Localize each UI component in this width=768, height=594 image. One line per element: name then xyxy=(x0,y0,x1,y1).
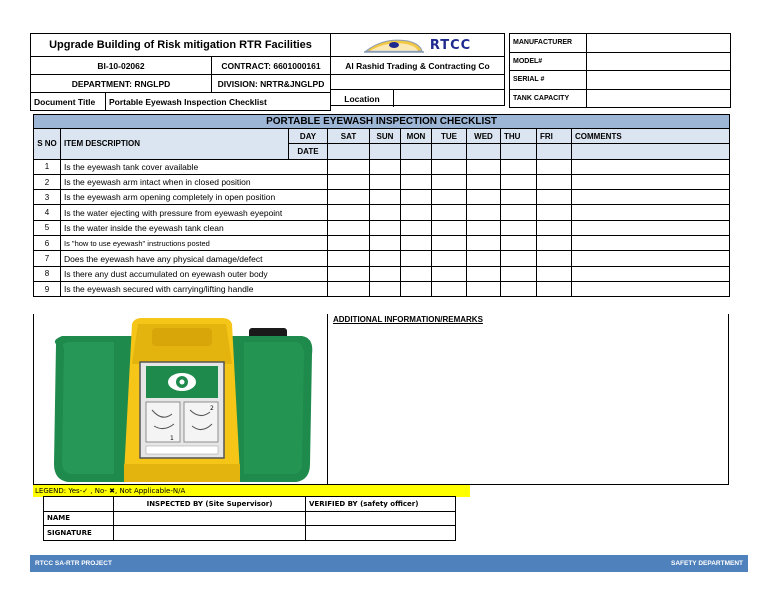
date-cell-fri[interactable] xyxy=(537,144,572,159)
check-cell[interactable] xyxy=(328,174,370,189)
document-title-value: Portable Eyewash Inspection Checklist xyxy=(106,93,331,111)
document-number: BI-10-02062 xyxy=(31,57,212,75)
item-number: 6 xyxy=(34,236,61,251)
check-cell[interactable] xyxy=(537,159,572,174)
svg-text:2: 2 xyxy=(210,405,214,412)
table-row xyxy=(34,236,730,251)
check-cell[interactable] xyxy=(501,281,537,296)
check-cell[interactable] xyxy=(467,174,501,189)
day-header-thu: THU xyxy=(501,129,537,144)
item-description: Is the eyewash secured with carrying/lifting handle xyxy=(61,281,328,296)
check-cell[interactable] xyxy=(537,281,572,296)
lower-section xyxy=(33,314,729,485)
day-header-fri: FRI xyxy=(537,129,572,144)
comments-header: COMMENTS xyxy=(572,129,730,144)
check-cell[interactable] xyxy=(432,281,467,296)
serial-value[interactable] xyxy=(587,71,731,90)
table-row xyxy=(34,281,730,296)
date-cell-wed[interactable] xyxy=(467,144,501,159)
check-cell[interactable] xyxy=(537,251,572,266)
date-cell-sun[interactable] xyxy=(370,144,401,159)
check-cell[interactable] xyxy=(370,205,401,220)
date-cell-mon[interactable] xyxy=(401,144,432,159)
eyewash-image-cell xyxy=(34,314,328,484)
footer-department: SAFETY DEPARTMENT xyxy=(671,560,743,567)
table-row xyxy=(34,205,730,220)
check-cell[interactable] xyxy=(401,159,432,174)
item-number: 4 xyxy=(34,205,61,220)
inspected-by-header: INSPECTED BY (Site Supervisor) xyxy=(114,497,306,512)
company-name: Al Rashid Trading & Contracting Co xyxy=(331,57,504,75)
check-cell[interactable] xyxy=(401,251,432,266)
check-cell[interactable] xyxy=(432,266,467,281)
check-cell[interactable] xyxy=(328,205,370,220)
check-cell[interactable] xyxy=(501,251,537,266)
table-row xyxy=(34,159,730,174)
item-description: Is the eyewash tank cover available xyxy=(61,159,328,174)
department: DEPARTMENT: RNGLPD xyxy=(31,75,212,93)
checklist-title: PORTABLE EYEWASH INSPECTION CHECKLIST xyxy=(34,115,730,129)
check-cell[interactable] xyxy=(328,281,370,296)
check-cell[interactable] xyxy=(401,266,432,281)
location-row xyxy=(331,89,504,107)
check-cell[interactable] xyxy=(501,159,537,174)
check-cell[interactable] xyxy=(501,190,537,205)
check-cell[interactable] xyxy=(401,220,432,235)
table-row xyxy=(34,266,730,281)
inspector-signature-field[interactable] xyxy=(114,526,306,541)
check-cell[interactable] xyxy=(501,174,537,189)
check-cell[interactable] xyxy=(467,251,501,266)
tank-capacity-value[interactable] xyxy=(587,89,731,108)
comment-cell[interactable] xyxy=(572,251,730,266)
item-number: 3 xyxy=(34,190,61,205)
check-cell[interactable] xyxy=(401,190,432,205)
item-description: Is the water inside the eyewash tank clean xyxy=(61,220,328,235)
check-cell[interactable] xyxy=(501,236,537,251)
check-cell[interactable] xyxy=(370,220,401,235)
svg-text:1: 1 xyxy=(170,435,174,442)
item-description: Does the eyewash have any physical damage/defect xyxy=(61,251,328,266)
check-cell[interactable] xyxy=(432,190,467,205)
comment-cell[interactable] xyxy=(572,236,730,251)
verifier-name-field[interactable] xyxy=(306,511,456,526)
signature-label: SIGNATURE xyxy=(44,526,114,541)
date-cell-tue[interactable] xyxy=(432,144,467,159)
location-value[interactable] xyxy=(394,90,506,107)
inspector-name-field[interactable] xyxy=(114,511,306,526)
check-cell[interactable] xyxy=(328,220,370,235)
check-cell[interactable] xyxy=(328,190,370,205)
check-cell[interactable] xyxy=(432,220,467,235)
comment-cell[interactable] xyxy=(572,281,730,296)
check-cell[interactable] xyxy=(370,266,401,281)
division: DIVISION: NRTR&JNGLPD xyxy=(212,75,331,93)
check-cell[interactable] xyxy=(370,251,401,266)
check-cell[interactable] xyxy=(537,236,572,251)
check-cell[interactable] xyxy=(401,236,432,251)
item-number: 9 xyxy=(34,281,61,296)
equipment-info-table xyxy=(509,33,731,108)
model-label: MODEL# xyxy=(510,52,587,71)
check-cell[interactable] xyxy=(467,220,501,235)
signature-corner-cell xyxy=(44,497,114,512)
check-cell[interactable] xyxy=(401,281,432,296)
check-cell[interactable] xyxy=(537,190,572,205)
serial-label: SERIAL # xyxy=(510,71,587,90)
item-description: Is "how to use eyewash" instructions posted xyxy=(61,236,328,251)
check-cell[interactable] xyxy=(432,174,467,189)
table-row xyxy=(34,220,730,235)
model-value[interactable] xyxy=(587,52,731,71)
date-cell-comments[interactable] xyxy=(572,144,730,159)
page-footer xyxy=(30,555,748,572)
day-header-sun: SUN xyxy=(370,129,401,144)
check-cell[interactable] xyxy=(401,174,432,189)
check-cell[interactable] xyxy=(467,159,501,174)
comment-cell[interactable] xyxy=(572,220,730,235)
item-description-header: ITEM DESCRIPTION xyxy=(61,129,289,160)
location-label: Location xyxy=(331,90,394,107)
comment-cell[interactable] xyxy=(572,205,730,220)
day-header-sat: SAT xyxy=(328,129,370,144)
check-cell[interactable] xyxy=(328,236,370,251)
day-header-wed: WED xyxy=(467,129,501,144)
item-number: 5 xyxy=(34,220,61,235)
check-cell[interactable] xyxy=(501,220,537,235)
check-cell[interactable] xyxy=(432,251,467,266)
rtcc-emblem-icon xyxy=(364,35,424,55)
date-cell-sat[interactable] xyxy=(328,144,370,159)
check-cell[interactable] xyxy=(501,266,537,281)
check-cell[interactable] xyxy=(467,190,501,205)
table-row xyxy=(34,251,730,266)
item-number: 1 xyxy=(34,159,61,174)
checklist-items xyxy=(34,159,730,297)
check-cell[interactable] xyxy=(537,174,572,189)
footer-project: RTCC SA-RTR PROJECT xyxy=(35,560,112,567)
check-cell[interactable] xyxy=(537,220,572,235)
check-cell[interactable] xyxy=(432,159,467,174)
inspection-checklist-table xyxy=(33,114,730,297)
date-cell-thu[interactable] xyxy=(501,144,537,159)
legend: LEGEND: Yes-✓ , No- ✖, Not Applicable-N/A xyxy=(33,485,470,497)
day-header-tue: TUE xyxy=(432,129,467,144)
item-description: Is the eyewash arm intact when in closed position xyxy=(61,174,328,189)
check-cell[interactable] xyxy=(537,266,572,281)
check-cell[interactable] xyxy=(328,159,370,174)
tank-capacity-label: TANK CAPACITY xyxy=(510,89,587,108)
signature-table xyxy=(43,496,456,541)
day-header-mon: MON xyxy=(401,129,432,144)
check-cell[interactable] xyxy=(432,236,467,251)
name-label: NAME xyxy=(44,511,114,526)
check-cell[interactable] xyxy=(328,266,370,281)
header-info-table xyxy=(30,33,331,111)
contract-number: CONTRACT: 6601000161 xyxy=(212,57,331,75)
check-cell[interactable] xyxy=(370,174,401,189)
item-description: Is the water ejecting with pressure from eyewash eyepoint xyxy=(61,205,328,220)
project-title: Upgrade Building of Risk mitigation RTR Facilities xyxy=(31,34,331,57)
check-cell[interactable] xyxy=(370,190,401,205)
logo-text: RTCC xyxy=(429,37,472,53)
portable-eyewash-image xyxy=(34,314,328,484)
sno-header: S NO xyxy=(34,129,61,160)
comment-cell[interactable] xyxy=(572,266,730,281)
comment-cell[interactable] xyxy=(572,174,730,189)
check-cell[interactable] xyxy=(370,281,401,296)
verified-by-header: VERIFIED BY (safety officer) xyxy=(306,497,456,512)
comment-cell[interactable] xyxy=(572,190,730,205)
manufacturer-value[interactable] xyxy=(587,34,731,53)
manufacturer-label: MANUFACTURER xyxy=(510,34,587,53)
check-cell[interactable] xyxy=(401,205,432,220)
check-cell[interactable] xyxy=(467,266,501,281)
date-label: DATE xyxy=(289,144,328,159)
check-cell[interactable] xyxy=(537,205,572,220)
document-title-label: Document Title xyxy=(31,93,106,111)
check-cell[interactable] xyxy=(328,251,370,266)
check-cell[interactable] xyxy=(467,205,501,220)
item-description: Is the eyewash arm opening completely in open position xyxy=(61,190,328,205)
check-cell[interactable] xyxy=(370,236,401,251)
verifier-signature-field[interactable] xyxy=(306,526,456,541)
day-label: DAY xyxy=(289,129,328,144)
company-logo-block xyxy=(330,33,505,106)
check-cell[interactable] xyxy=(432,205,467,220)
item-number: 7 xyxy=(34,251,61,266)
check-cell[interactable] xyxy=(370,159,401,174)
table-row xyxy=(34,190,730,205)
item-number: 2 xyxy=(34,174,61,189)
check-cell[interactable] xyxy=(467,281,501,296)
check-cell[interactable] xyxy=(467,236,501,251)
item-description: Is there any dust accumulated on eyewash outer body xyxy=(61,266,328,281)
comment-cell[interactable] xyxy=(572,159,730,174)
company-logo xyxy=(331,34,504,57)
item-number: 8 xyxy=(34,266,61,281)
check-cell[interactable] xyxy=(501,205,537,220)
additional-remarks-title: ADDITIONAL INFORMATION/REMARKS xyxy=(333,315,483,324)
table-row xyxy=(34,174,730,189)
